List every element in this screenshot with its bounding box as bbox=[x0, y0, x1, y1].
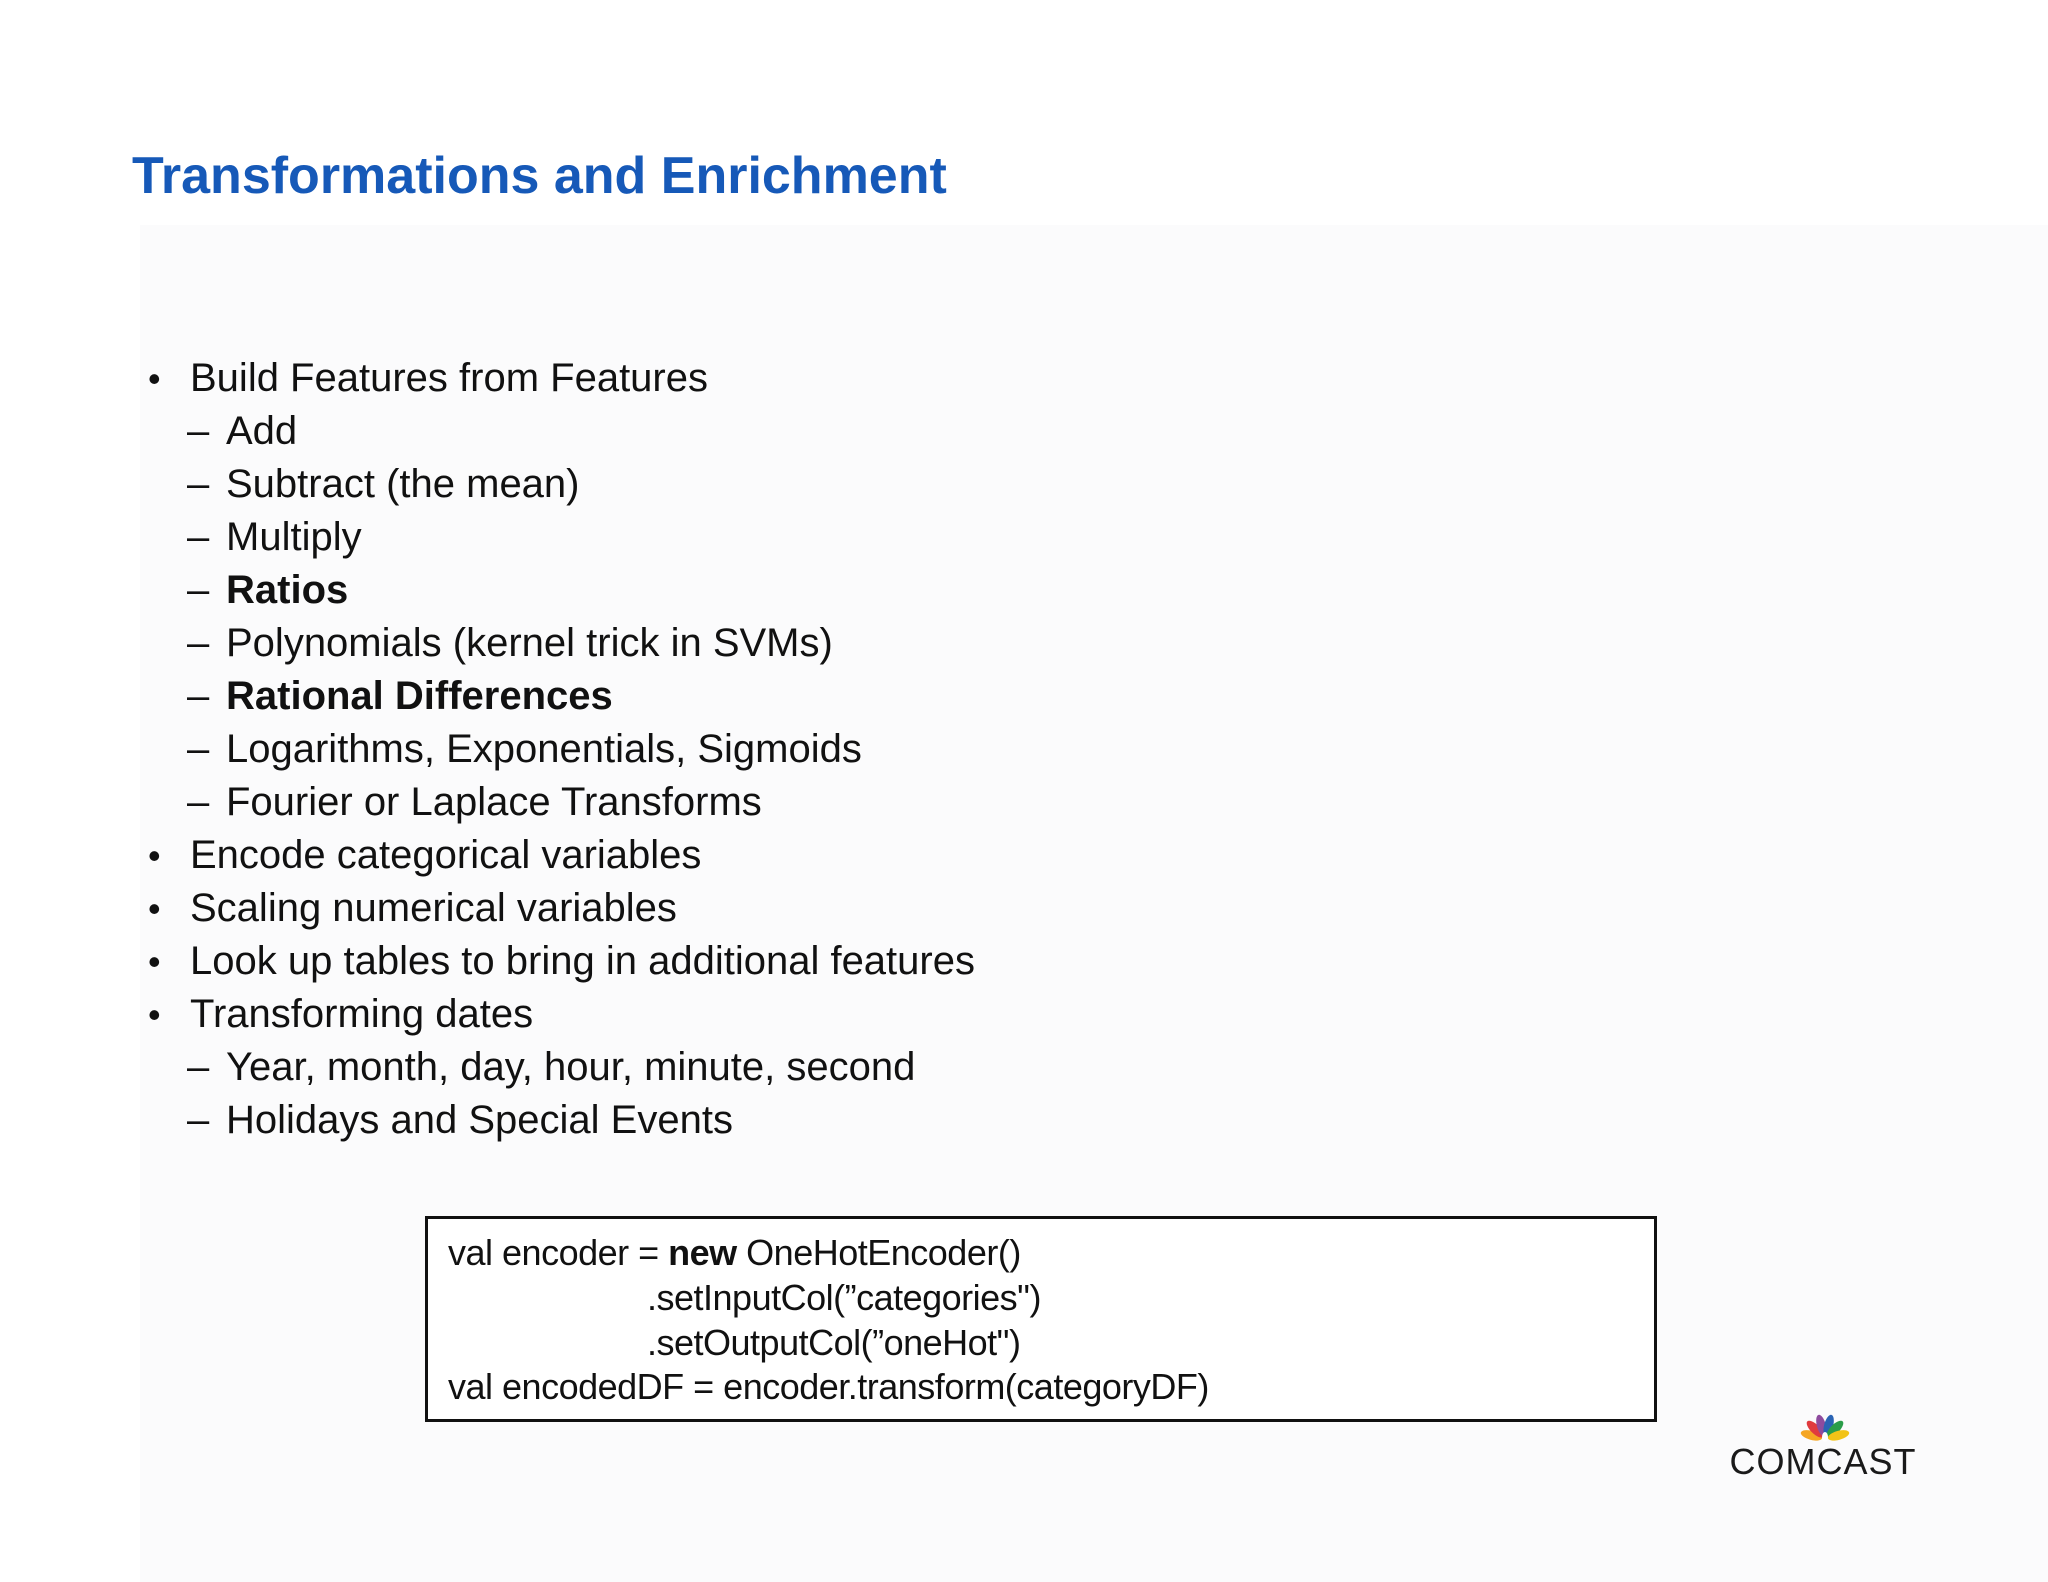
bullet-item bbox=[0, 352, 1400, 405]
code-keyword: new bbox=[668, 1232, 737, 1273]
bullet-item bbox=[0, 829, 1400, 882]
bullet-marker: • bbox=[148, 941, 161, 982]
bullet-marker: • bbox=[148, 888, 161, 929]
bullet-marker: • bbox=[148, 358, 161, 399]
bullet-text: Add bbox=[226, 409, 298, 453]
sub-bullet-item bbox=[0, 776, 1400, 829]
slide-title: Transformations and Enrichment bbox=[132, 147, 947, 205]
dash-marker: – bbox=[187, 568, 210, 612]
bullet-text: Ratios bbox=[226, 568, 349, 612]
sub-bullet-item bbox=[0, 564, 1400, 617]
dash-marker: – bbox=[187, 727, 210, 771]
bullet-item bbox=[0, 988, 1400, 1041]
bullet-text: Look up tables to bring in additional features bbox=[190, 939, 975, 983]
sub-bullet-item bbox=[0, 723, 1400, 776]
dash-marker: – bbox=[187, 1098, 210, 1142]
bullet-text: Fourier or Laplace Transforms bbox=[226, 780, 762, 824]
sub-bullet-item bbox=[0, 1041, 1400, 1094]
bullet-text: Year, month, day, hour, minute, second bbox=[226, 1045, 916, 1089]
bullet-text: Transforming dates bbox=[190, 992, 534, 1036]
code-line-4: val encodedDF = encoder.transform(categoryDF) bbox=[448, 1366, 1209, 1407]
bullet-text: Rational Differences bbox=[226, 674, 613, 718]
bullet-item bbox=[0, 935, 1400, 988]
sub-bullet-item bbox=[0, 458, 1400, 511]
dash-marker: – bbox=[187, 780, 210, 824]
dash-marker: – bbox=[187, 515, 210, 559]
dash-marker: – bbox=[187, 409, 210, 453]
bullet-text: Build Features from Features bbox=[190, 356, 708, 400]
code-line-3: .setOutputCol(”oneHot") bbox=[647, 1322, 1021, 1363]
sub-bullet-item bbox=[0, 1094, 1400, 1147]
bullet-text: Logarithms, Exponentials, Sigmoids bbox=[226, 727, 862, 771]
comcast-logo bbox=[1728, 1405, 1928, 1485]
sub-bullet-item bbox=[0, 511, 1400, 564]
logo-wordmark: COMCAST bbox=[1729, 1441, 1917, 1482]
dash-marker: – bbox=[187, 674, 210, 718]
sub-bullet-item bbox=[0, 670, 1400, 723]
dash-marker: – bbox=[187, 1045, 210, 1089]
bullet-list bbox=[0, 352, 1400, 1147]
dash-marker: – bbox=[187, 621, 210, 665]
sub-bullet-item bbox=[0, 405, 1400, 458]
bullet-marker: • bbox=[148, 994, 161, 1035]
code-line-1 bbox=[448, 1231, 1021, 1275]
code-text: OneHotEncoder() bbox=[736, 1232, 1021, 1273]
bullet-text: Scaling numerical variables bbox=[190, 886, 677, 930]
bullet-text: Subtract (the mean) bbox=[226, 462, 580, 506]
bullet-text: Holidays and Special Events bbox=[226, 1098, 733, 1142]
peacock-logo-icon bbox=[1800, 1409, 1850, 1443]
code-text: val encoder = bbox=[448, 1232, 669, 1273]
dash-marker: – bbox=[187, 462, 210, 506]
bullet-item bbox=[0, 882, 1400, 935]
bullet-text: Polynomials (kernel trick in SVMs) bbox=[226, 621, 833, 665]
bullet-text: Encode categorical variables bbox=[190, 833, 702, 877]
code-line-2: .setInputCol(”categories") bbox=[647, 1277, 1041, 1318]
code-box bbox=[425, 1216, 1657, 1422]
bullet-text: Multiply bbox=[226, 515, 362, 559]
bullet-marker: • bbox=[148, 835, 161, 876]
sub-bullet-item bbox=[0, 617, 1400, 670]
